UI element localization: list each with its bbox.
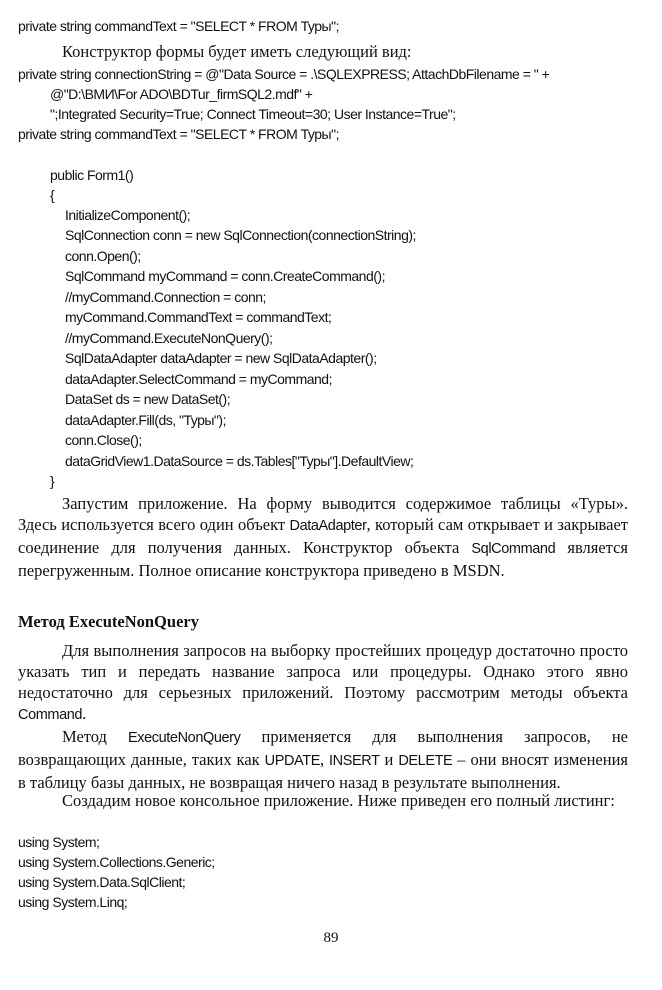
- code-using-line: using System;: [18, 834, 100, 850]
- para-text: Запустим приложение. На форму выводится содержимое таблицы «Туры». Здесь используется всего один объект: [18, 494, 628, 534]
- paragraph-execute-non-query: [18, 726, 628, 793]
- para-text: применяется для выполнения запросов, не возвращающих данные, таких как: [18, 727, 628, 769]
- code-open-brace: {: [50, 187, 55, 203]
- paragraph-console-app: [18, 790, 628, 811]
- inline-code: SqlCommand: [471, 541, 556, 557]
- code-body-line: //myCommand.ExecuteNonQuery();: [65, 330, 273, 346]
- code-body-line: SqlConnection conn = new SqlConnection(connectionString);: [65, 227, 416, 243]
- code-body-line: SqlDataAdapter dataAdapter = new SqlDataAdapter();: [65, 350, 377, 366]
- inline-code: UPDATE: [264, 753, 320, 769]
- para-text: Создадим новое консольное приложение. Ниже приведен его полный листинг:: [62, 791, 615, 810]
- inline-code: DELETE: [398, 753, 453, 769]
- para-text: .: [82, 704, 87, 723]
- code-body-line: //myCommand.Connection = conn;: [65, 289, 266, 305]
- section-heading: Метод ExecuteNonQuery: [18, 612, 199, 631]
- code-body-line: InitializeComponent();: [65, 207, 191, 223]
- code-body-line: dataAdapter.Fill(ds, "Туры");: [65, 412, 226, 428]
- inline-code: DataAdapter: [289, 518, 367, 534]
- paragraph-run-app: [18, 493, 628, 581]
- para-text: – они вносят изменения в таблицу базы данных, не возвращая ничего назад в результате выполнения.: [18, 750, 628, 792]
- code-body-line: DataSet ds = new DataSet();: [65, 391, 231, 407]
- para-text: , который сам открывает и закрывает соединение для получения данных. Конструктор объекта: [18, 515, 628, 557]
- code-using-line: using System.Collections.Generic;: [18, 854, 215, 870]
- inline-code: ExecuteNonQuery: [127, 730, 241, 746]
- code-body-line: conn.Close();: [65, 432, 142, 448]
- code-using-line: using System.Linq;: [18, 894, 128, 910]
- inline-code: Command: [18, 707, 83, 723]
- paragraph-methods-intro: [18, 640, 628, 726]
- code-line-command-text: private string commandText = "SELECT * FROM Туры";: [18, 18, 339, 34]
- code-body-line: SqlCommand myCommand = conn.CreateCommand();: [65, 268, 385, 284]
- para-text: является перегруженным. Полное описание конструктора приведено в MSDN.: [18, 538, 628, 580]
- code-body-line: dataGridView1.DataSource = ds.Tables["Туры"].DefaultView;: [65, 453, 414, 469]
- code-close-brace: }: [50, 473, 55, 489]
- code-body-line: conn.Open();: [65, 248, 141, 264]
- code-line-mdf-path: @"D:\BMИ\For ADO\BDTur_firmSQL2.mdf" +: [50, 86, 313, 102]
- para-text: ,: [319, 750, 330, 769]
- code-line-connection-string: private string connectionString = @"Data Source = .\SQLEXPRESS; AttachDbFilename = " +: [18, 66, 550, 82]
- code-body-line: dataAdapter.SelectCommand = myCommand;: [65, 371, 332, 387]
- code-using-line: using System.Data.SqlClient;: [18, 874, 186, 890]
- para-text: Для выполнения запросов на выборку простейших процедур достаточно просто указать тип и передать название запроса или процедуры. Однако этого явно недостаточно для серьезных приложений. Поэтому рассмотрим методы объекта: [18, 641, 628, 702]
- code-form1-header: public Form1(): [50, 167, 134, 183]
- inline-code: INSERT: [329, 753, 380, 769]
- page-number: 89: [323, 930, 339, 946]
- code-body-line: myCommand.CommandText = commandText;: [65, 309, 332, 325]
- intro-line: Конструктор формы будет иметь следующий вид:: [62, 42, 412, 61]
- code-line-security: ";Integrated Security=True; Connect Timeout=30; User Instance=True";: [50, 106, 456, 122]
- code-line-command-text-2: private string commandText = "SELECT * FROM Туры";: [18, 126, 339, 142]
- para-text: и: [379, 750, 399, 769]
- para-text: Метод: [62, 727, 128, 746]
